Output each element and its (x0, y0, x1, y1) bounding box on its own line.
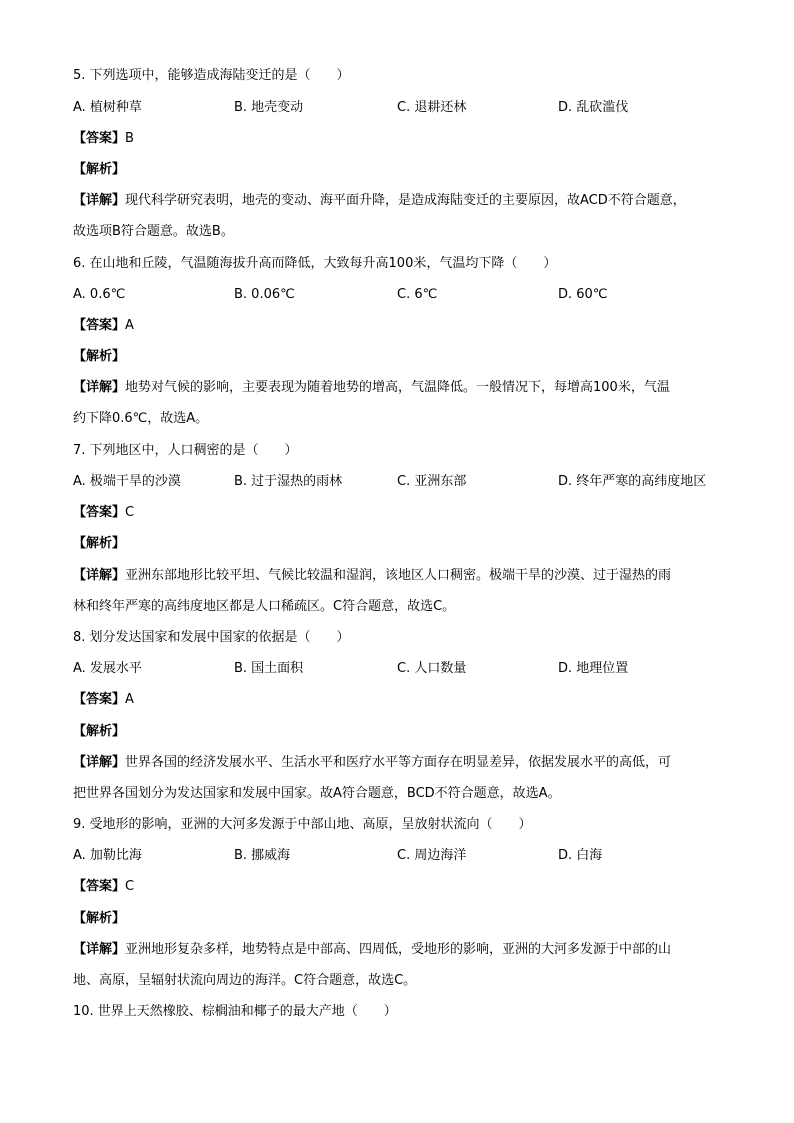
answer-tag: 【答案】 (73, 692, 126, 707)
answer-value: C (125, 505, 135, 520)
question-8-detail-line-2: 把世界各国划分为发达国家和发展中国家。故A符合题意，BCD不符合题意，故选A。 (73, 786, 561, 801)
question-5-option-c: C. 退耕还林 (397, 100, 467, 115)
question-5-stem: 5. 下列选项中，能够造成海陆变迁的是（ ） (73, 68, 350, 83)
question-7-option-c: C. 亚洲东部 (397, 474, 467, 489)
question-8-analysis-tag: 【解析】 (73, 724, 126, 739)
question-9-answer (73, 877, 134, 897)
question-6-detail-line-1 (73, 378, 670, 398)
question-9-option-a: A. 加勒比海 (73, 848, 142, 863)
answer-tag: 【答案】 (73, 879, 126, 894)
detail-text: 世界各国的经济发展水平、生活水平和医疗水平等方面存在明显差异，依据发展水平的高低，可 (125, 755, 672, 770)
detail-tag: 【详解】 (73, 193, 126, 208)
answer-value: C (125, 879, 135, 894)
detail-text: 地势对气候的影响，主要表现为随着地势的增高，气温降低。一般情况下，每增高100米，气温 (125, 380, 670, 395)
answer-value: B (125, 131, 134, 146)
question-9-option-d: D. 白海 (558, 848, 603, 863)
question-7-answer (73, 503, 134, 523)
question-9-detail-line-2: 地、高原，呈辐射状流向周边的海洋。C符合题意，故选C。 (73, 973, 417, 988)
question-6-answer (73, 316, 134, 336)
question-8-option-b: B. 国土面积 (234, 661, 304, 676)
detail-tag: 【详解】 (73, 755, 126, 770)
question-7-option-d: D. 终年严寒的高纬度地区 (558, 474, 707, 489)
detail-tag: 【详解】 (73, 380, 126, 395)
question-8-option-d: D. 地理位置 (558, 661, 629, 676)
answer-value: A (125, 692, 134, 707)
question-8-stem: 8. 划分发达国家和发展中国家的依据是（ ） (73, 630, 350, 645)
detail-text: 现代科学研究表明，地壳的变动、海平面升降，是造成海陆变迁的主要原因，故ACD不符合题意， (125, 193, 686, 208)
question-7-detail-line-1 (73, 566, 671, 586)
question-8-detail-line-1 (73, 753, 671, 773)
question-7-option-b: B. 过于湿热的雨林 (234, 474, 343, 489)
question-9-detail-line-1 (73, 940, 671, 960)
question-5-option-a: A. 植树种草 (73, 100, 142, 115)
question-10-stem: 10. 世界上天然橡胶、棕榈油和椰子的最大产地（ ） (73, 1004, 397, 1019)
question-5-answer (73, 129, 134, 149)
question-7-stem: 7. 下列地区中，人口稠密的是（ ） (73, 443, 298, 458)
question-7-analysis-tag: 【解析】 (73, 536, 126, 551)
question-6-option-b: B. 0.06℃ (234, 287, 295, 302)
detail-text: 亚洲东部地形比较平坦、气候比较温和湿润，该地区人口稠密。极端干旱的沙漠、过于湿热的雨 (125, 568, 672, 583)
question-5-analysis-tag: 【解析】 (73, 162, 126, 177)
question-6-analysis-tag: 【解析】 (73, 349, 126, 364)
question-9-stem: 9. 受地形的影响，亚洲的大河多发源于中部山地、高原，呈放射状流向（ ） (73, 817, 532, 832)
question-5-option-d: D. 乱砍滥伐 (558, 100, 629, 115)
question-6-stem: 6. 在山地和丘陵，气温随海拔升高而降低，大致每升高100米，气温均下降（ ） (73, 256, 557, 271)
question-5-option-b: B. 地壳变动 (234, 100, 304, 115)
question-8-answer (73, 690, 134, 710)
question-6-option-a: A. 0.6℃ (73, 287, 126, 302)
question-6-option-d: D. 60℃ (558, 287, 608, 302)
question-7-option-a: A. 极端干旱的沙漠 (73, 474, 181, 489)
question-9-analysis-tag: 【解析】 (73, 911, 126, 926)
question-6-detail-line-2: 约下降0.6℃，故选A。 (73, 411, 209, 426)
question-5-detail-line-2: 故选项B符合题意。故选B。 (73, 224, 234, 239)
question-8-option-c: C. 人口数量 (397, 661, 467, 676)
detail-text: 亚洲地形复杂多样，地势特点是中部高、四周低，受地形的影响，亚洲的大河多发源于中部的山 (125, 942, 672, 957)
answer-tag: 【答案】 (73, 131, 126, 146)
answer-value: A (125, 318, 134, 333)
detail-tag: 【详解】 (73, 942, 126, 957)
answer-tag: 【答案】 (73, 505, 126, 520)
question-6-option-c: C. 6℃ (397, 287, 438, 302)
question-8-option-a: A. 发展水平 (73, 661, 142, 676)
answer-tag: 【答案】 (73, 318, 126, 333)
detail-tag: 【详解】 (73, 568, 126, 583)
question-9-option-c: C. 周边海洋 (397, 848, 467, 863)
question-5-detail-line-1 (73, 191, 686, 211)
question-7-detail-line-2: 林和终年严寒的高纬度地区都是人口稀疏区。C符合题意，故选C。 (73, 599, 456, 614)
question-9-option-b: B. 挪威海 (234, 848, 291, 863)
